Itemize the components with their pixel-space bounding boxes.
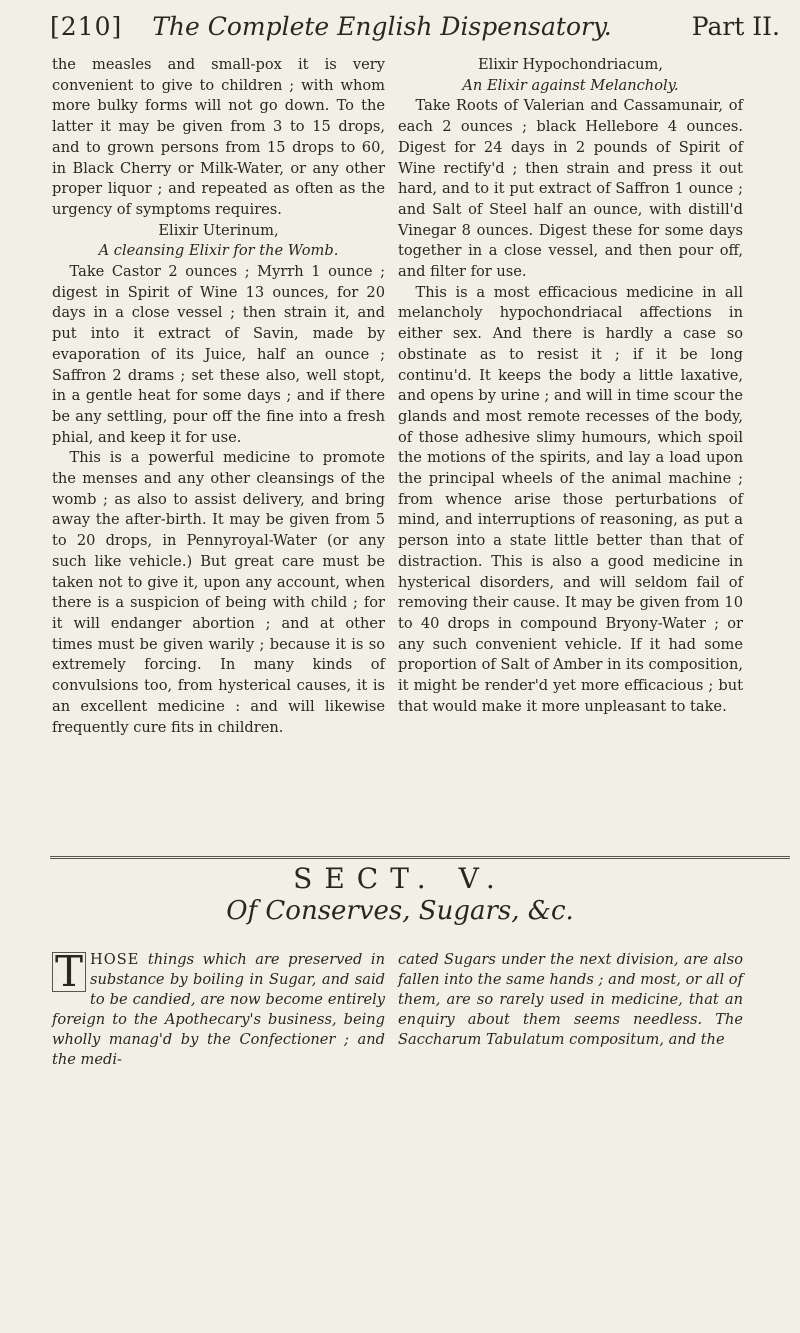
- left-paragraph-2: Take Castor 2 ounces ; Myrrh 1 ounce ; digest in Spirit of Wine 13 ounces, for 20 days in a close vessel ; then strain it, and put into it extract of Savin, made by evaporation of its Juice, half an ounce ; Saffron 2 drams ; set these also, well stopt, in a gentle heat for some days ; and if there be any settling, pour off the fine into a fresh phial, and keep it for use.: [52, 263, 385, 446]
- running-title: The Complete English Dispensatory.: [152, 12, 612, 41]
- drop-cap-lead: HOSE: [90, 951, 140, 968]
- right-column: [398, 55, 743, 718]
- elixir-uterinum-subheading: A cleansing Elixir for the Womb.: [98, 242, 339, 260]
- elixir-hypochondriacum-subheading: An Elixir against Melancholy.: [462, 76, 679, 94]
- bottom-right-column: [398, 950, 743, 1050]
- left-column: [52, 55, 385, 738]
- bottom-left-column: [52, 947, 385, 1070]
- part-label: Part II.: [691, 12, 780, 41]
- bottom-left-text: things which are preserved in substance by boiling in Sugar, and said to be candied, are now become entirely foreign to the Apothecary's business, being wholly manag'd by the Confectioner ; and the medi-: [52, 951, 385, 1068]
- section-subtitle: Of Conserves, Sugars, &c.: [226, 896, 574, 926]
- right-paragraph-2: This is a most efficacious medicine in all melancholy hypochondriacal affections in either sex. And there is hardly a case so obstinate as to resist it ; if it be long continu'd. It keeps the body a little laxative, and opens by urine ; and will in time scour the glands and most remote recesses of the body, of those adhesive slimy humours, which spoil the motions of the spirits, and lay a load upon the principal wheels of the animal machine ; from whence arise those perturbations of mind, and interruptions of reasoning, as put a person into a state little better than that of distraction. This is also a good medicine in hysterical disorders, and will seldom fail of removing their cause. It may be given from 10 to 40 drops in compound Bryony-Water ; or any such convenient vehicle. If it had some proportion of Salt of Amber in its composition, it might be render'd yet more efficacious ; but that would make it more unpleasant to take.: [398, 283, 743, 715]
- page-header: [50, 12, 790, 41]
- bottom-right-text: cated Sugars under the next division, are also fallen into the same hands ; and most, or all of them, are so rarely used in medicine, that an enquiry about them seems needless. The Saccharum Tabulatum compositum, and the: [398, 951, 743, 1048]
- section-divider: [50, 856, 790, 859]
- left-paragraph-1: the measles and small-pox it is very convenient to give to children ; with whom more bulky forms will not go down. To the latter it may be given from 3 to 15 drops, and to grown persons from 15 drops to 60, in Black Cherry or Milk-Water, or any other proper liquor ; and repeated as often as the urgency of symptoms requires.: [52, 56, 385, 218]
- section-label: SECT. V.: [293, 862, 507, 895]
- right-paragraph-1: Take Roots of Valerian and Cassamunair, of each 2 ounces ; black Hellebore 4 ounces. Digest for 24 days in 2 pounds of Spirit of Wine rectify'd ; then strain and press it out hard, and to it put extract of Saffron 1 ounce ; and Salt of Steel half an ounce, with distill'd Vinegar 8 ounces. Digest these for some days together in a close vessel, and then pour off, and filter for use.: [398, 97, 743, 281]
- elixir-hypochondriacum-heading: Elixir Hypochondriacum,: [477, 56, 664, 73]
- left-paragraph-3: This is a powerful medicine to promote the menses and any other cleansings of the womb ; as also to assist delivery, and bring away the after-birth. It may be given from 5 to 20 drops, in Pennyroyal-Water (or any such like vehicle.) But great care must be taken not to give it, upon any account, when there is a suspicion of being with child ; for it will endanger abortion ; and at other times must be given warily ; because it is so extremely forcing. In many kinds of convulsions too, from hysterical causes, it is an excellent medicine : and will likewise frequently cure fits in children.: [52, 449, 385, 736]
- elixir-uterinum-heading: Elixir Uterinum,: [158, 221, 279, 239]
- drop-cap: T: [52, 952, 86, 992]
- page-number: [210]: [50, 12, 123, 41]
